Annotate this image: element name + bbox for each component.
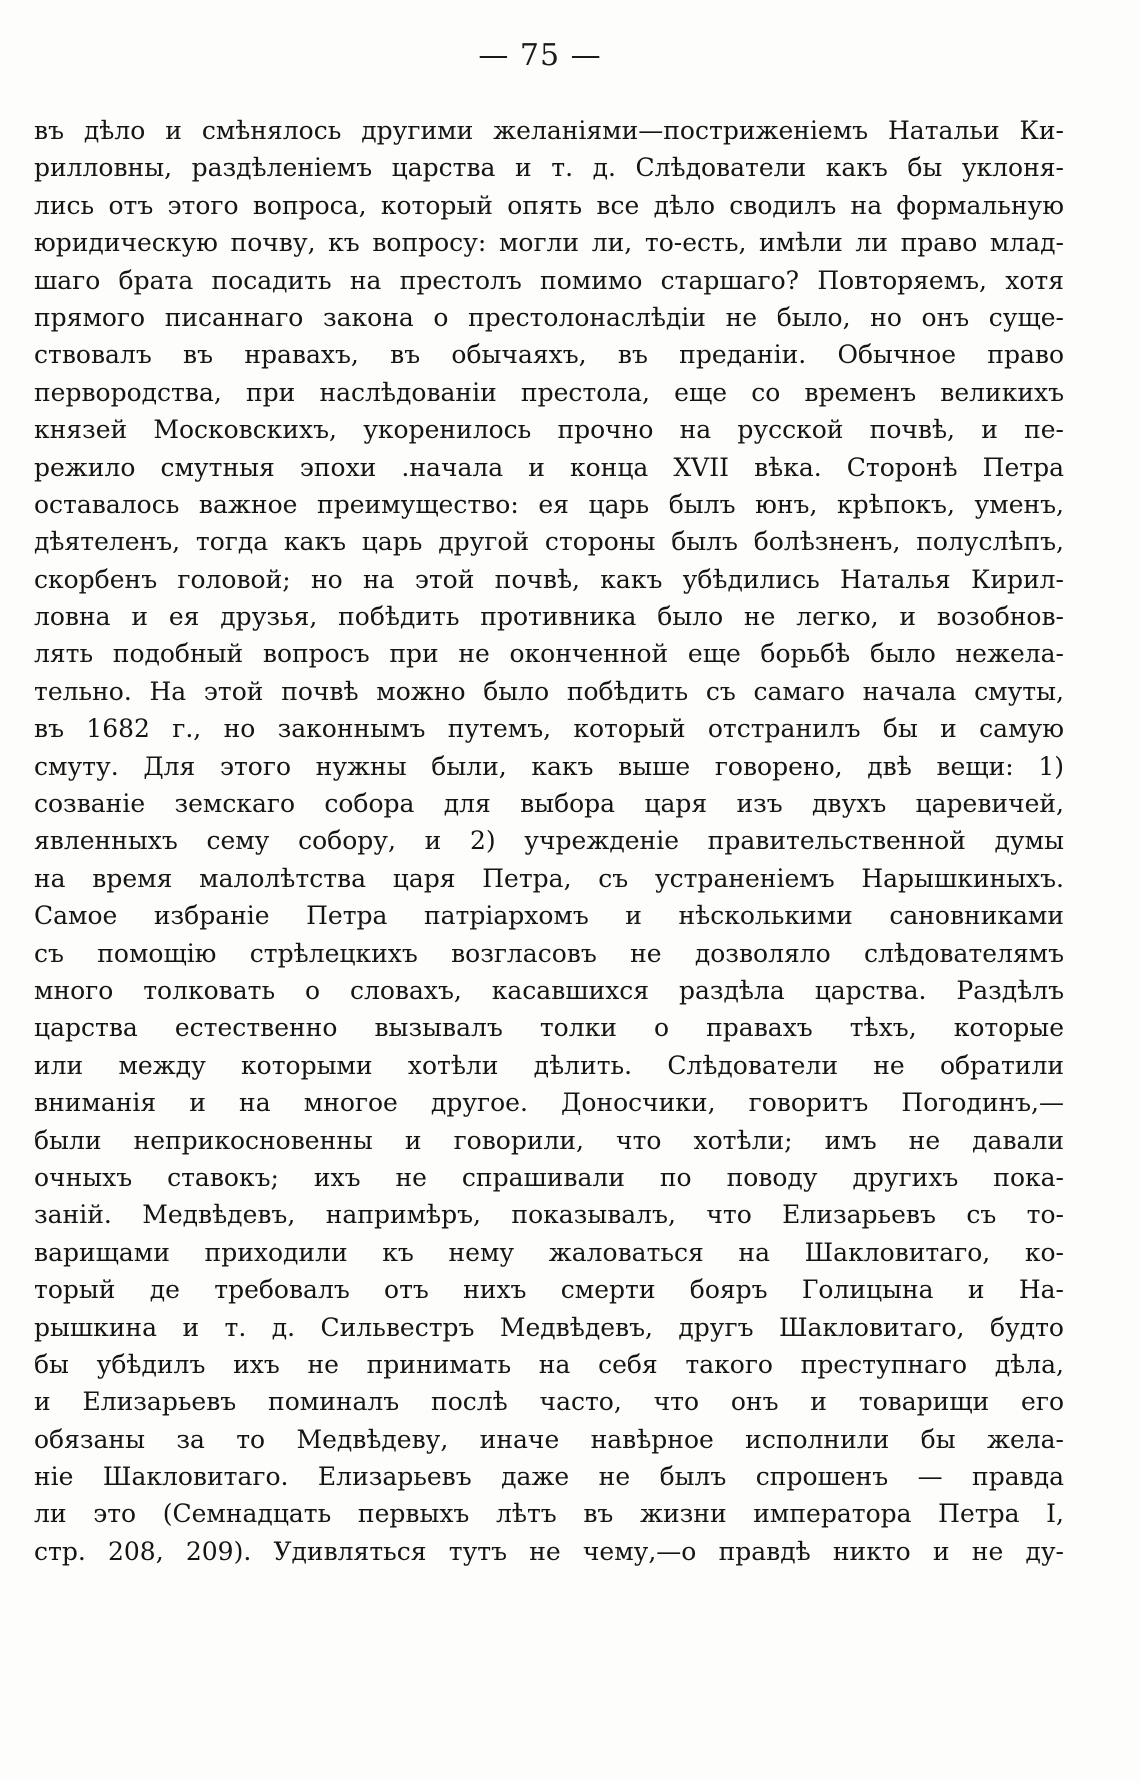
text-line: стр. 208, 209). Удивляться тутъ не чему,—о правдѣ никто и не ду- bbox=[34, 1536, 1064, 1566]
text-line: дѣятеленъ, тогда какъ царь другой стороны былъ болѣзненъ, полуслѣпъ, bbox=[34, 527, 1064, 557]
text-line: торый де требовалъ отъ нихъ смерти бояръ Голицына и На- bbox=[34, 1275, 1064, 1305]
text-line: много толковать о словахъ, касавшихся раздѣла царства. Раздѣлъ bbox=[34, 975, 1064, 1005]
text-line: шаго брата посадить на престолъ помимо старшаго? Повторяемъ, хотя bbox=[34, 265, 1064, 295]
text-line: лять подобный вопросъ при не оконченной еще борьбѣ было нежела- bbox=[34, 639, 1064, 669]
text-line: лись отъ этого вопроса, который опять все дѣло сводилъ на формальную bbox=[34, 190, 1064, 220]
text-line: прямого писаннаго закона о престолонаслѣдіи не было, но онъ суще- bbox=[34, 302, 1064, 332]
text-line: тельно. На этой почвѣ можно было побѣдить съ самаго начала смуты, bbox=[34, 676, 1064, 706]
text-line: обязаны за то Медвѣдеву, иначе навѣрное исполнили бы жела- bbox=[34, 1424, 1064, 1454]
text-line: ли это (Семнадцать первыхъ лѣтъ въ жизни императора Петра I, bbox=[34, 1499, 1064, 1529]
text-line: въ 1682 г., но законнымъ путемъ, который отстранилъ бы и самую bbox=[34, 714, 1064, 744]
text-line: заній. Медвѣдевъ, напримѣръ, показывалъ, что Елизарьевъ съ то- bbox=[34, 1200, 1064, 1230]
text-line: Самое избраніе Петра патріархомъ и нѣсколькими сановниками bbox=[34, 901, 1064, 931]
text-line: варищами приходили къ нему жаловаться на Шакловитаго, ко- bbox=[34, 1237, 1064, 1267]
text-line: созваніе земскаго собора для выбора царя изъ двухъ царевичей, bbox=[34, 789, 1064, 819]
text-line: оставалось важное преимущество: ея царь былъ юнъ, крѣпокъ, уменъ, bbox=[34, 489, 1064, 519]
page-number: — 75 — bbox=[478, 38, 602, 73]
text-line: рилловны, раздѣленіемъ царства и т. д. Слѣдователи какъ бы уклоня- bbox=[34, 153, 1064, 183]
text-line: рышкина и т. д. Сильвестръ Медвѣдевъ, другъ Шакловитаго, будто bbox=[34, 1312, 1064, 1342]
text-line: очныхъ ставокъ; ихъ не спрашивали по поводу другихъ пока- bbox=[34, 1162, 1064, 1192]
text-line: ловна и ея друзья, побѣдить противника было не легко, и возобнов- bbox=[34, 602, 1064, 632]
text-line: бы убѣдилъ ихъ не принимать на себя такого преступнаго дѣла, bbox=[34, 1349, 1064, 1379]
text-line: смуту. Для этого нужны были, какъ выше говорено, двѣ вещи: 1) bbox=[34, 751, 1064, 781]
text-line: ніе Шакловитаго. Елизарьевъ даже не былъ спрошенъ — правда bbox=[34, 1462, 1064, 1492]
text-line: и Елизарьевъ поминалъ послѣ часто, что онъ и товарищи его bbox=[34, 1387, 1064, 1417]
text-line: князей Московскихъ, укоренилось прочно на русской почвѣ, и пе- bbox=[34, 415, 1064, 445]
text-line: или между которыми хотѣли дѣлить. Слѣдователи не обратили bbox=[34, 1050, 1064, 1080]
text-line: скорбенъ головой; но на этой почвѣ, какъ убѣдились Наталья Кирил- bbox=[34, 564, 1064, 594]
text-line: явленныхъ сему собору, и 2) учрежденіе правительственной думы bbox=[34, 826, 1064, 856]
text-line: съ помощію стрѣлецкихъ возгласовъ не дозволяло слѣдователямъ bbox=[34, 938, 1064, 968]
text-line: режило смутныя эпохи .начала и конца XVII вѣка. Сторонѣ Петра bbox=[34, 452, 1064, 482]
text-line: юридическую почву, къ вопросу: могли ли, то-есть, имѣли ли право млад- bbox=[34, 228, 1064, 258]
text-line: были неприкосновенны и говорили, что хотѣли; имъ не давали bbox=[34, 1125, 1064, 1155]
body-text bbox=[34, 112, 1064, 1570]
text-line: вниманія и на многое другое. Доносчики, говоритъ Погодинъ,— bbox=[34, 1088, 1064, 1118]
text-line: на время малолѣтства царя Петра, съ устраненіемъ Нарышкиныхъ. bbox=[34, 863, 1064, 893]
text-line: царства естественно вызывалъ толки о правахъ тѣхъ, которые bbox=[34, 1013, 1064, 1043]
text-line: первородства, при наслѣдованіи престола, еще со временъ великихъ bbox=[34, 377, 1064, 407]
text-line: ствовалъ въ нравахъ, въ обычаяхъ, въ преданіи. Обычное право bbox=[34, 340, 1064, 370]
text-line: въ дѣло и смѣнялось другими желаніями—постриженіемъ Натальи Ки- bbox=[34, 116, 1064, 145]
